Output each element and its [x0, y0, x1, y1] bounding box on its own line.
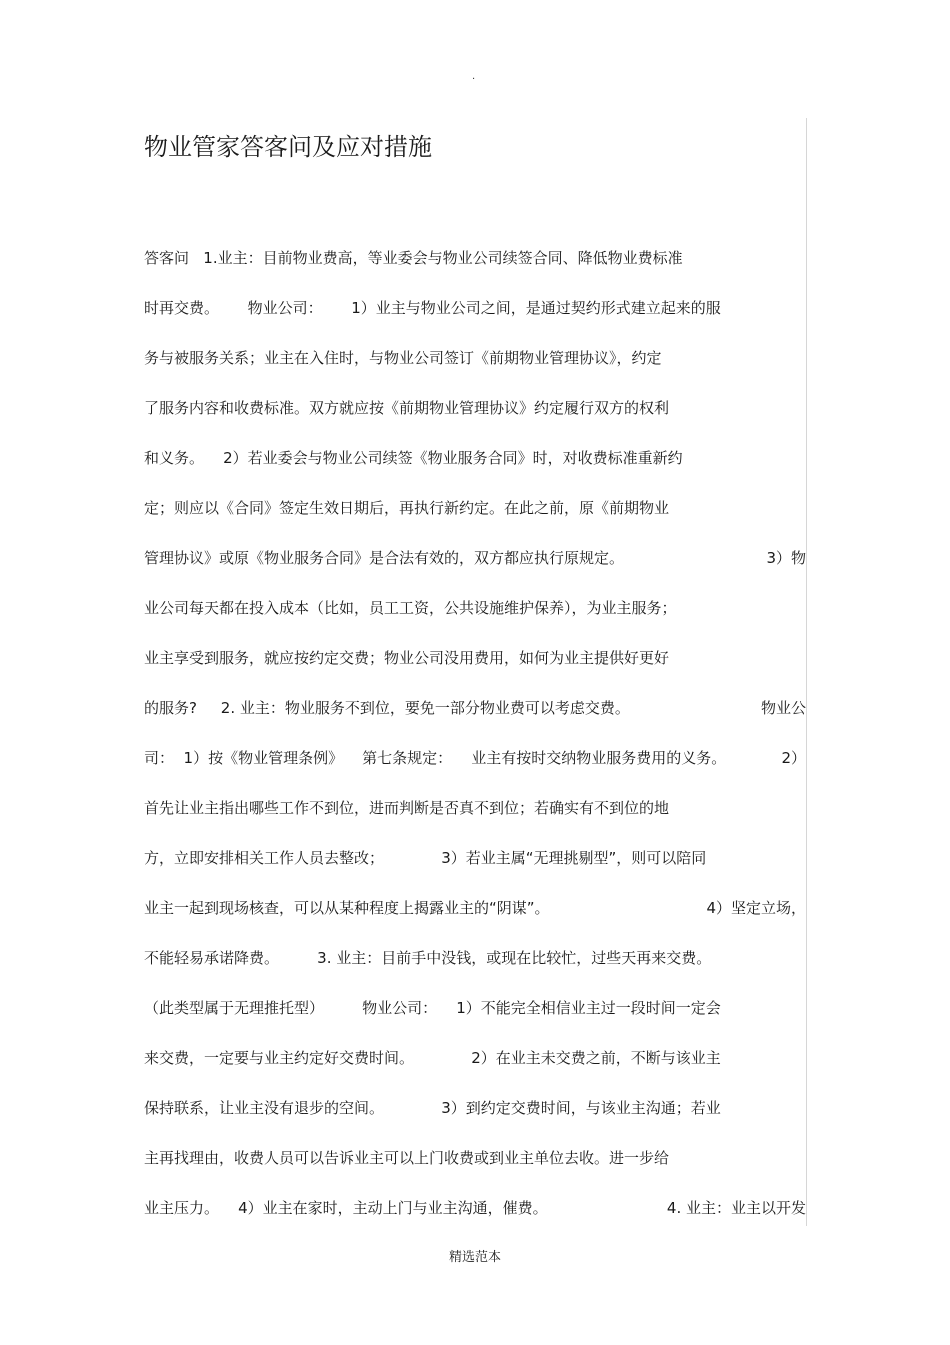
body-line-10: [144, 696, 806, 720]
line-text: （此类型属于无理推托型） 物业公司： 1）不能完全相信业主过一段时间一定会: [144, 999, 721, 1017]
line-text: 业主一起到现场核查，可以从某种程度上揭露业主的“阴谋”。: [144, 899, 550, 917]
line-text: 保持联系，让业主没有退步的空间。 3）到约定交费时间，与该业主沟通；若业: [144, 1099, 721, 1117]
body-line-1: [144, 246, 806, 270]
line-text: 主再找理由，收费人员可以告诉业主可以上门收费或到业主单位去收。进一步给: [144, 1149, 670, 1167]
body-line-20: [144, 1196, 806, 1220]
body-line-18: [144, 1096, 806, 1120]
line-text: 和义务。 2）若业委会与物业公司续签《物业服务合同》时，对收费标准重新约: [144, 449, 683, 467]
page-title: 物业管家答客问及应对措施: [144, 133, 432, 161]
line-text: 业公司每天都在投入成本（比如，员工工资，公共设施维护保养），为业主服务；: [144, 599, 677, 617]
line-right-text: 3）物: [766, 549, 806, 567]
body-line-6: [144, 496, 806, 520]
line-text: 的服务? 2. 业主：物业服务不到位，要免一部分物业费可以考虑交费。: [144, 699, 630, 717]
line-right-text: 4）坚定立场，: [706, 899, 806, 917]
line-right-text: 4. 业主：业主以开发: [666, 1199, 806, 1217]
line-text: 答客问 1.业主：目前物业费高，等业委会与物业公司续签合同、降低物业费标准: [144, 249, 683, 267]
body-line-3: [144, 346, 806, 370]
line-text: 定；则应以《合同》签定生效日期后，再执行新约定。在此之前，原《前期物业: [144, 499, 670, 517]
page-footer: 精选范本: [448, 1250, 501, 1265]
line-right-text: 物业公: [760, 699, 806, 717]
body-line-7: [144, 546, 806, 570]
body-line-4: [144, 396, 806, 420]
line-right-text: 2）: [781, 749, 806, 767]
line-text: 首先让业主指出哪些工作不到位，进而判断是否真不到位；若确实有不到位的地: [144, 799, 670, 817]
body-line-13: [144, 846, 806, 870]
body-line-17: [144, 1046, 806, 1070]
body-line-2: [144, 296, 806, 320]
body-line-8: [144, 596, 806, 620]
line-text: 业主压力。 4）业主在家时，主动上门与业主沟通，催费。: [144, 1199, 548, 1217]
right-margin-rule: [806, 118, 807, 1226]
line-text: 了服务内容和收费标准。双方就应按《前期物业管理协议》约定履行双方的权利: [144, 399, 670, 417]
line-text: 业主享受到服务，就应按约定交费；物业公司没用费用，如何为业主提供好更好: [144, 649, 670, 667]
body-line-14: [144, 896, 806, 920]
line-text: 司： 1）按《物业管理条例》 第七条规定： 业主有按时交纳物业服务费用的义务。: [144, 749, 727, 767]
line-text: 务与被服务关系；业主在入住时，与物业公司签订《前期物业管理协议》，约定: [144, 349, 662, 367]
body-line-15: [144, 946, 806, 970]
body-line-19: [144, 1146, 806, 1170]
body-line-12: [144, 796, 806, 820]
line-text: 来交费，一定要与业主约定好交费时间。 2）在业主未交费之前，不断与该业主: [144, 1049, 721, 1067]
line-text: 方，立即安排相关工作人员去整改； 3）若业主属“无理挑剔型”，则可以陪同: [144, 849, 707, 867]
line-text: 不能轻易承诺降费。 3. 业主：目前手中没钱，或现在比较忙，过些天再来交费。: [144, 949, 712, 967]
body-line-5: [144, 446, 806, 470]
body-line-9: [144, 646, 806, 670]
body-line-11: [144, 746, 806, 770]
line-text: 管理协议》或原《物业服务合同》是合法有效的，双方都应执行原规定。: [144, 549, 625, 567]
body-line-16: [144, 996, 806, 1020]
line-text: 时再交费。 物业公司： 1）业主与物业公司之间，是通过契约形式建立起来的服: [144, 299, 721, 317]
top-mark: .: [472, 71, 476, 82]
